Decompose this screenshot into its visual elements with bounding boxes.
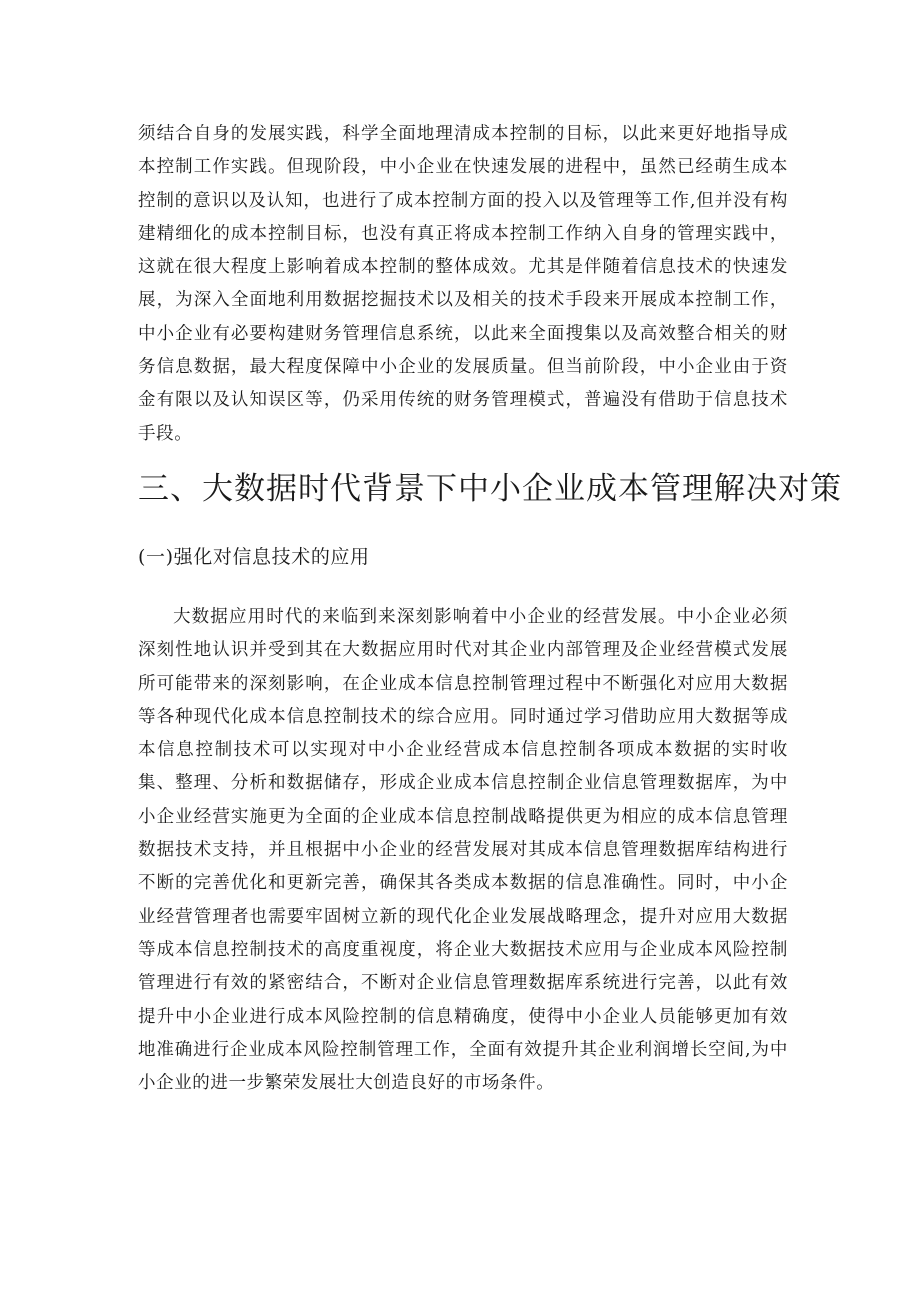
section-heading: 三、大数据时代背景下中小企业成本管理解决对策 xyxy=(138,471,842,507)
body-paragraph: 大数据应用时代的来临到来深刻影响着中小企业的经营发展。中小企业必须深刻性地认识并受到其在大数据应用时代对其企业内部管理及企业经营模式发展所可能带来的深刻影响，在企业成本信息控制管理过程中不断强化对应用大数据等各种现代化成本信息控制技术的综合应用。同时通过学习借助应用大数据等成本信息控制技术可以实现对中小企业经营成本信息控制各项成本数据的实时收集、整理、分析和数据储存，形成企业成本信息控制企业信息管理数据库，为中小企业经营实施更为全面的企业成本信息控制战略提供更为相应的成本信息管理数据技术支持，并且根据中小企业的经营发展对其成本信息管理数据库结构进行不断的完善优化和更新完善，确保其各类成本数据的信息准确性。同时，中小企业经营管理者也需要牢固树立新的现代化企业发展战略理念，提升对应用大数据等成本信息控制技术的高度重视度，将企业大数据技术应用与企业成本风险控制管理进行有效的紧密结合，不断对企业信息管理数据库系统进行完善，以此有效提升中小企业进行成本风险控制的信息精确度，使得中小企业人员能够更加有效地准确进行企业成本风险控制管理工作，全面有效提升其企业利润增长空间,为中小企业的进一步繁荣发展壮大创造良好的市场条件。 xyxy=(138,607,788,1094)
body-paragraph: 须结合自身的发展实践，科学全面地理清成本控制的目标，以此来更好地指导成本控制工作实践。但现阶段，中小企业在快速发展的进程中，虽然已经萌生成本控制的意识以及认知，也进行了成本控制方面的投入以及管理等工作,但并没有构建精细化的成本控制目标，也没有真正将成本控制工作纳入自身的管理实践中，这就在很大程度上影响着成本控制的整体成效。尤其是伴随着信息技术的快速发展，为深入全面地利用数据挖掘技术以及相关的技术手段来开展成本控制工作，中小企业有必要构建财务管理信息系统，以此来全面搜集以及高效整合相关的财务信息数据，最大程度保障中小企业的发展质量。但当前阶段，中小企业由于资金有限以及认知误区等，仍采用传统的财务管理模式，普遍没有借助于信息技术手段。 xyxy=(138,124,788,444)
subsection-heading: (一)强化对信息技术的应用 xyxy=(138,546,370,568)
